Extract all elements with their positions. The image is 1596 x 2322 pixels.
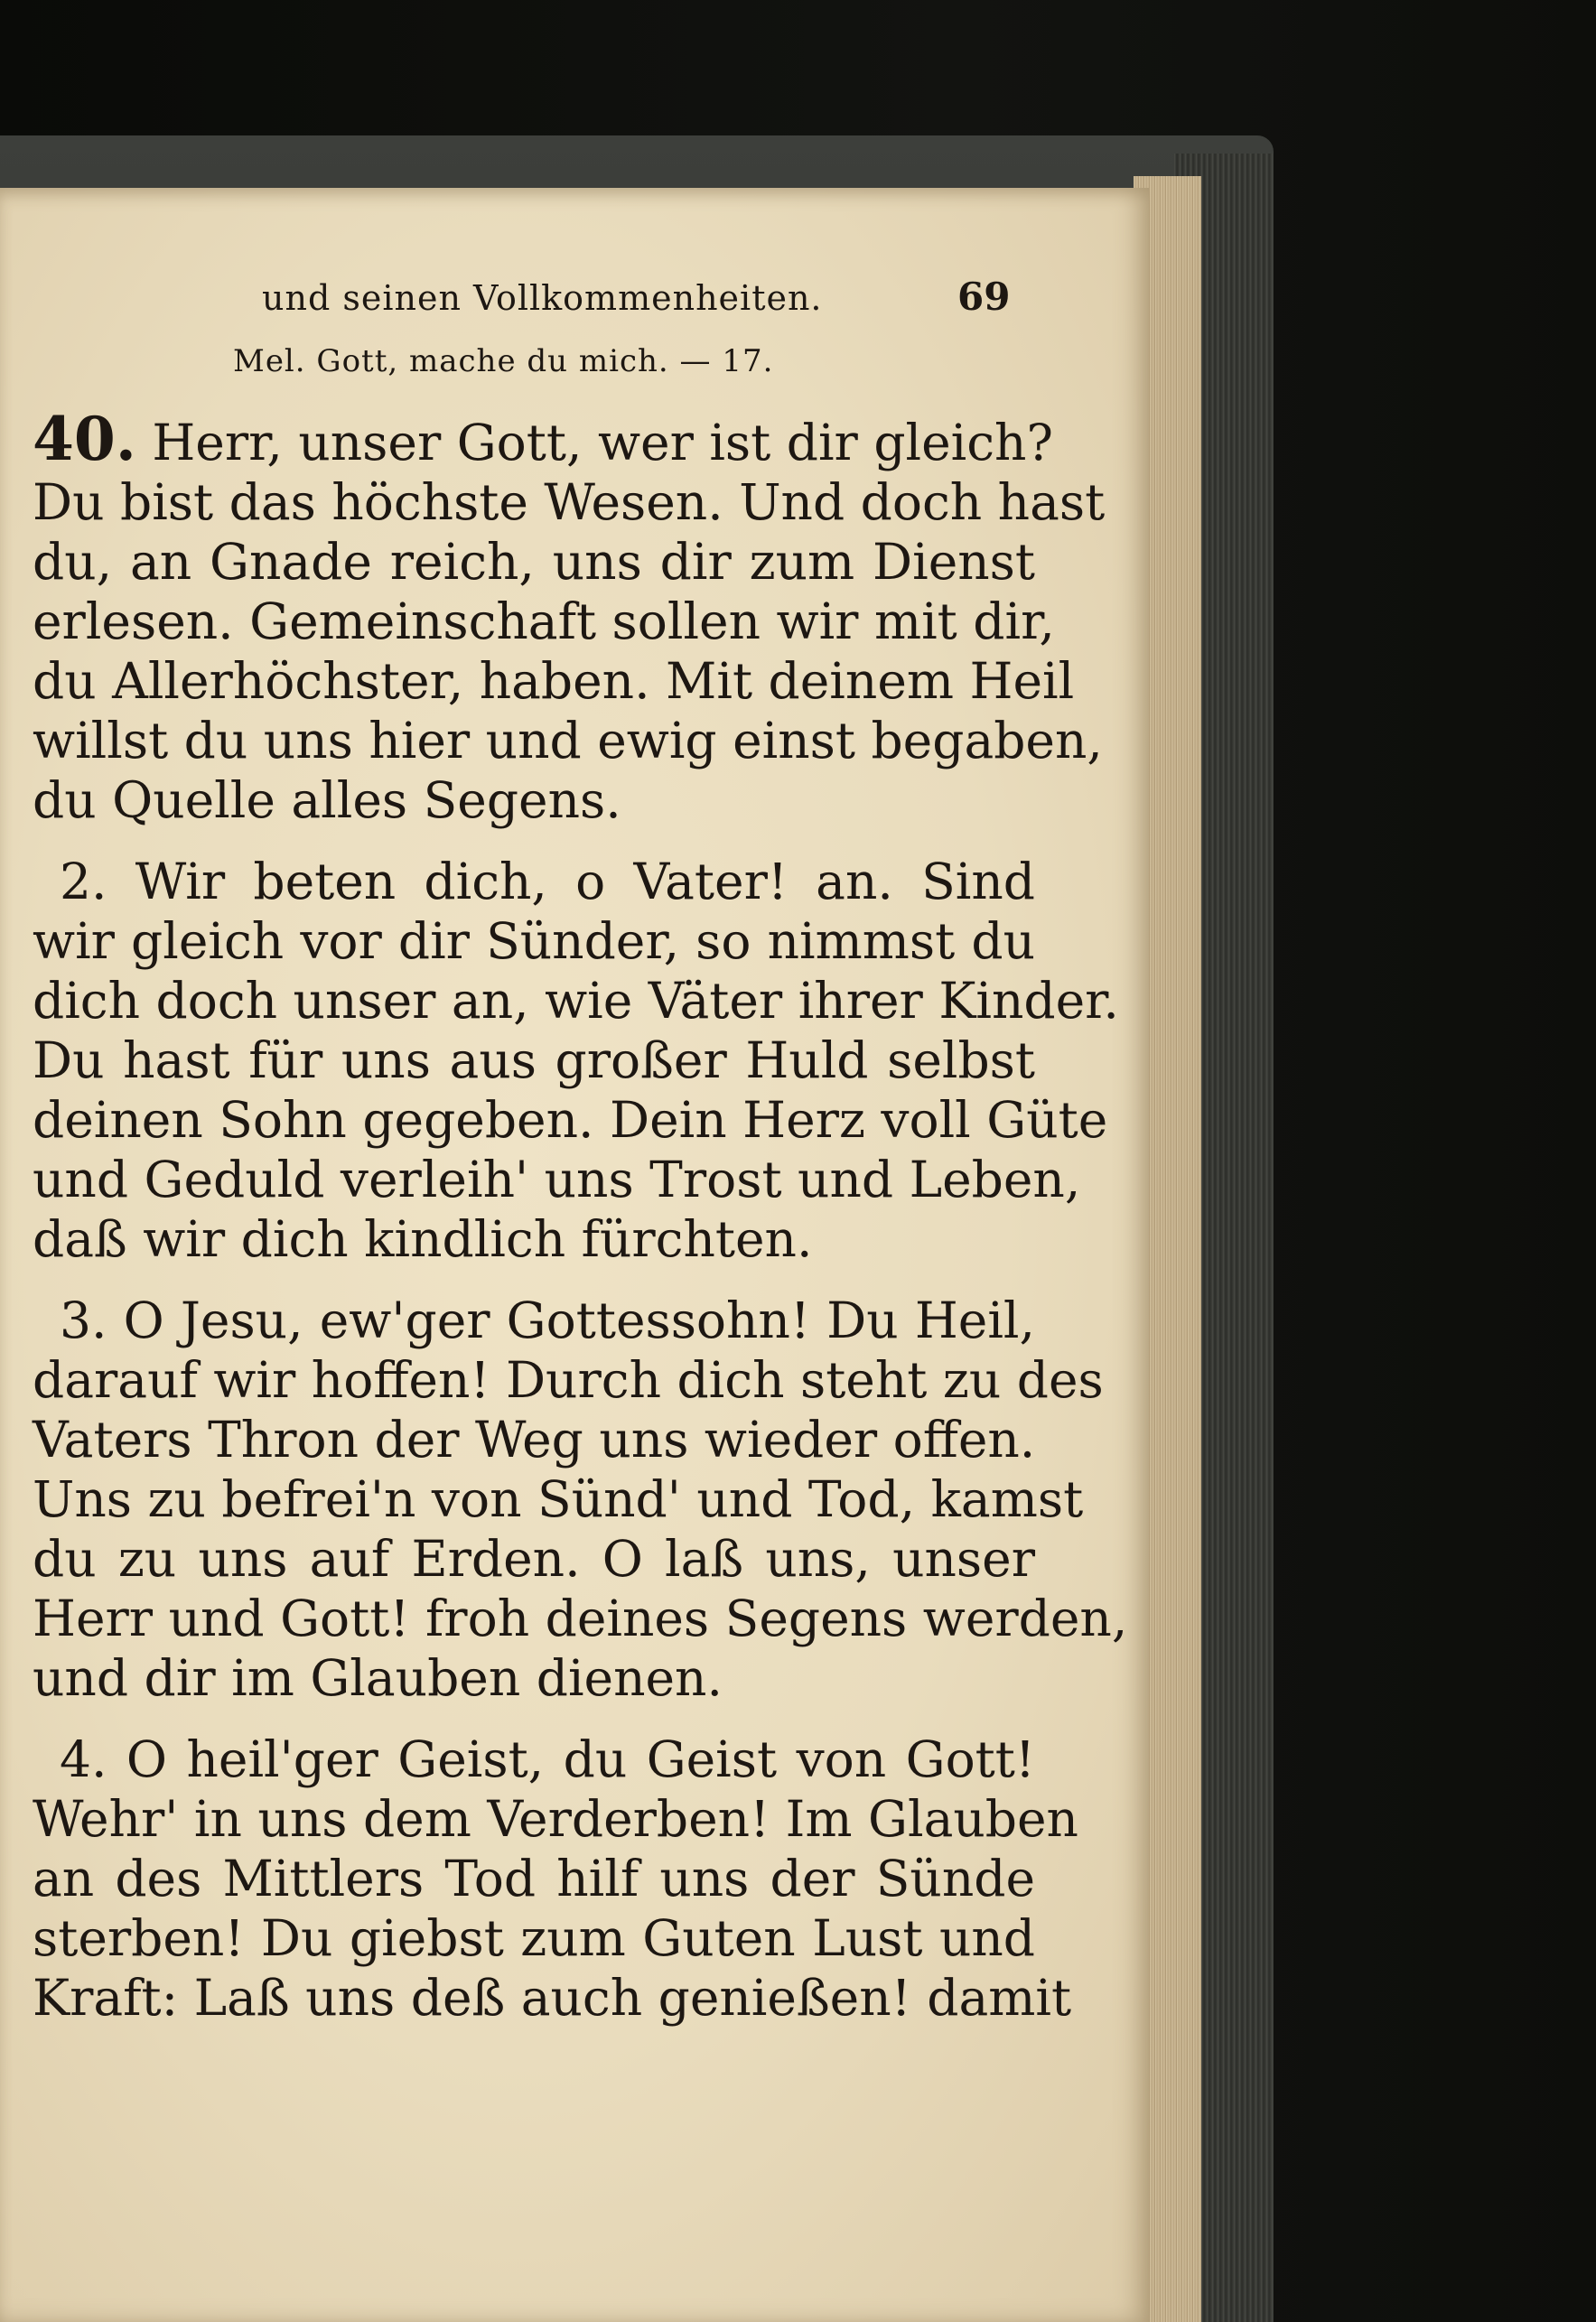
page-number: 69 <box>957 275 1011 319</box>
stanza-line: daß wir dich kindlich fürchten. <box>33 1210 813 1268</box>
stanza-line: Kraft: Laß uns deß auch genießen! damit <box>33 1969 1072 2027</box>
stanza-4 <box>33 1730 1078 2028</box>
stanza-line: 2. Wir beten dich, o Vater! an. Sind <box>60 853 1035 910</box>
stanza-line: sterben! Du giebst zum Guten Lust und <box>33 1909 1035 1967</box>
stanza-line: du zu uns auf Erden. O laß uns, unser <box>33 1530 1035 1588</box>
stanza-3 <box>33 1291 1128 1708</box>
stanza-line: 3. O Jesu, ew'ger Gottessohn! Du Heil, <box>60 1292 1035 1349</box>
stanza-line: Uns zu befrei'n von Sünd' und Tod, kamst <box>33 1470 1084 1528</box>
stanza-line: erlesen. Gemeinschaft sollen wir mit dir, <box>33 592 1055 650</box>
stanza-line: und dir im Glauben dienen. <box>33 1649 723 1707</box>
stanza-line: du Quelle alles Segens. <box>33 771 621 829</box>
book-page <box>0 188 1149 2322</box>
hymn-body <box>33 404 1128 2028</box>
melody-indication: Mel. Gott, mache du mich. — 17. <box>233 343 774 379</box>
stanza-line: darauf wir hoffen! Durch dich steht zu des <box>33 1351 1104 1409</box>
stanza-gap <box>33 1269 1035 1291</box>
stanza-line: du Allerhöchster, haben. Mit deinem Heil <box>33 652 1075 710</box>
stanza-gap <box>33 830 1035 852</box>
stanza-gap <box>33 1708 1035 1730</box>
stanza-line: Vaters Thron der Weg uns wieder offen. <box>33 1411 1036 1469</box>
stanza-line: und Geduld verleih' uns Trost und Leben, <box>33 1151 1081 1208</box>
stanza-line: du, an Gnade reich, uns dir zum Dienst <box>33 533 1035 591</box>
stanza-line: dich doch unser an, wie Väter ihrer Kinder. <box>33 972 1119 1030</box>
stanza-2 <box>33 852 1119 1269</box>
stanza-line: Wehr' in uns dem Verderben! Im Glauben <box>33 1790 1078 1848</box>
stanza-line: 4. O heil'ger Geist, du Geist von Gott! <box>60 1730 1035 1788</box>
line-text: Herr, unser Gott, wer ist dir gleich? <box>152 414 1053 471</box>
stanza-line: Du bist das höchste Wesen. Und doch hast <box>33 473 1106 531</box>
stanza-line: Herr und Gott! froh deines Segens werden, <box>33 1590 1128 1647</box>
stanza-line <box>33 404 1053 474</box>
running-head: und seinen Vollkommenheiten. <box>262 278 823 318</box>
stanza-line: wir gleich vor dir Sünder, so nimmst du <box>33 912 1035 970</box>
stanza-line: willst du uns hier und ewig einst begaben, <box>33 712 1103 769</box>
stanza-1 <box>33 404 1106 830</box>
stanza-line: an des Mittlers Tod hilf uns der Sünde <box>33 1850 1035 1907</box>
stanza-line: deinen Sohn gegeben. Dein Herz voll Güte <box>33 1091 1108 1149</box>
hymn-number: 40. <box>33 404 136 474</box>
stanza-line: Du hast für uns aus großer Huld selbst <box>33 1031 1035 1089</box>
